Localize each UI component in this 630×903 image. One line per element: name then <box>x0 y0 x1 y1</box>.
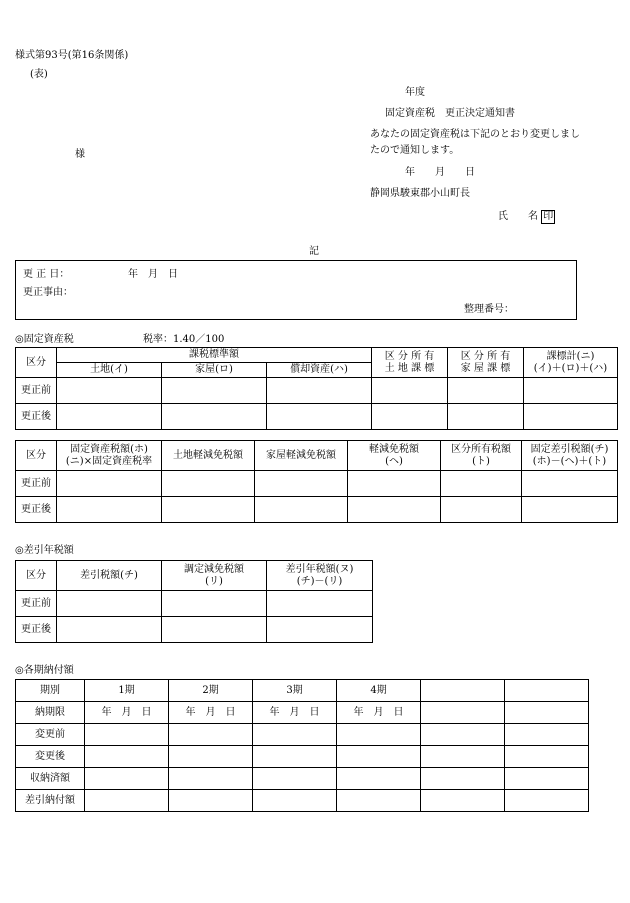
kubun-header: 区分 <box>16 348 57 378</box>
table-row <box>16 471 618 497</box>
installments-table <box>15 679 589 812</box>
fixed-tax-heading: ◎固定資産税 <box>15 334 74 345</box>
table-row <box>16 404 618 430</box>
due-date-label: 納期限 <box>16 702 85 724</box>
table-row <box>16 591 373 617</box>
owner-tax-header: 区分所有税額 (ト) <box>441 441 522 471</box>
correction-date-value: 年 月 日 <box>128 269 178 280</box>
house-owner-header: 区 分 所 有 家 屋 課 標 <box>448 348 524 378</box>
ki-heading: 記 <box>309 246 319 257</box>
issue-date: 年 月 日 <box>405 167 475 178</box>
row-label: 更正後 <box>16 404 57 430</box>
kubun-header: 区分 <box>16 441 57 471</box>
period-4: 4期 <box>337 680 421 702</box>
depreciable-header: 償却資産(ハ) <box>267 363 372 378</box>
reference-number-label: 整理番号： <box>464 304 514 315</box>
form-number: 様式第93号(第16条関係) <box>15 50 129 61</box>
reduction-total-header: 軽減免税額 (ヘ) <box>348 441 441 471</box>
due-date-1: 年 月 日 <box>85 702 169 724</box>
due-date-2: 年 月 日 <box>169 702 253 724</box>
fiscal-year: 年度 <box>405 87 425 98</box>
net-tax-header: 固定差引税額(チ) (ホ)－(ヘ)＋(ト) <box>522 441 618 471</box>
diff-tax-header: 差引税額(チ) <box>57 561 162 591</box>
correction-reason-label: 更正事由： <box>23 287 73 298</box>
kubun-header: 区分 <box>16 561 57 591</box>
row-label: 変更後 <box>16 746 85 768</box>
row-label: 収納済額 <box>16 768 85 790</box>
period-1: 1期 <box>85 680 169 702</box>
addressee-suffix: 様 <box>75 149 85 160</box>
period-2: 2期 <box>169 680 253 702</box>
land-header: 土地(イ) <box>57 363 162 378</box>
seal-mark: 印 <box>543 211 554 222</box>
row-label: 更正前 <box>16 378 57 404</box>
table-row <box>16 724 589 746</box>
deduct-heading: ◎差引年税額 <box>15 545 74 556</box>
row-label: 更正前 <box>16 471 57 497</box>
due-date-3: 年 月 日 <box>253 702 337 724</box>
fixed-tax-amount-header: 固定資産税額(ホ) (ニ)×固定資産税率 <box>57 441 162 471</box>
notice-line-1: あなたの固定資産税は下記のとおり変更しまし <box>370 129 580 140</box>
document-title: 固定資産税 更正決定通知書 <box>385 108 515 119</box>
table-row <box>16 497 618 523</box>
house-header: 家屋(ロ) <box>162 363 267 378</box>
table-row <box>16 768 589 790</box>
table-row <box>16 790 589 812</box>
period-3: 3期 <box>253 680 337 702</box>
row-label: 更正前 <box>16 591 57 617</box>
table-row <box>16 378 618 404</box>
tax-base-header: 課税標準額 <box>57 348 372 363</box>
issuer: 静岡県駿東郡小山町長 <box>370 188 470 199</box>
name-line <box>498 210 555 224</box>
correction-box <box>15 260 577 320</box>
notice-line-2: たので通知します。 <box>370 145 460 156</box>
table-row <box>16 746 589 768</box>
land-owner-header: 区 分 所 有 土 地 課 標 <box>372 348 448 378</box>
row-label: 更正後 <box>16 617 57 643</box>
annual-tax-table <box>15 560 373 643</box>
adjusted-reduction-header: 調定減免税額 (リ) <box>162 561 267 591</box>
tax-amount-table <box>15 440 618 523</box>
tax-base-table <box>15 347 618 430</box>
name-label: 氏 名 <box>498 211 538 222</box>
tax-rate: 税率：1.40／100 <box>143 334 225 345</box>
table-row <box>16 617 373 643</box>
row-label: 変更前 <box>16 724 85 746</box>
land-reduction-header: 土地軽減免税額 <box>162 441 255 471</box>
period-header: 期別 <box>16 680 85 702</box>
installments-heading: ◎各期納付額 <box>15 665 74 676</box>
correction-date-label: 更 正 日： <box>23 269 70 280</box>
form-side: (表) <box>30 69 48 80</box>
row-label: 更正後 <box>16 497 57 523</box>
row-label: 差引納付額 <box>16 790 85 812</box>
house-reduction-header: 家屋軽減免税額 <box>255 441 348 471</box>
annual-tax-header: 差引年税額(ヌ) (チ)－(リ) <box>267 561 373 591</box>
base-total-header: 課標計(ニ) (イ)＋(ロ)＋(ハ) <box>524 348 618 378</box>
due-date-4: 年 月 日 <box>337 702 421 724</box>
